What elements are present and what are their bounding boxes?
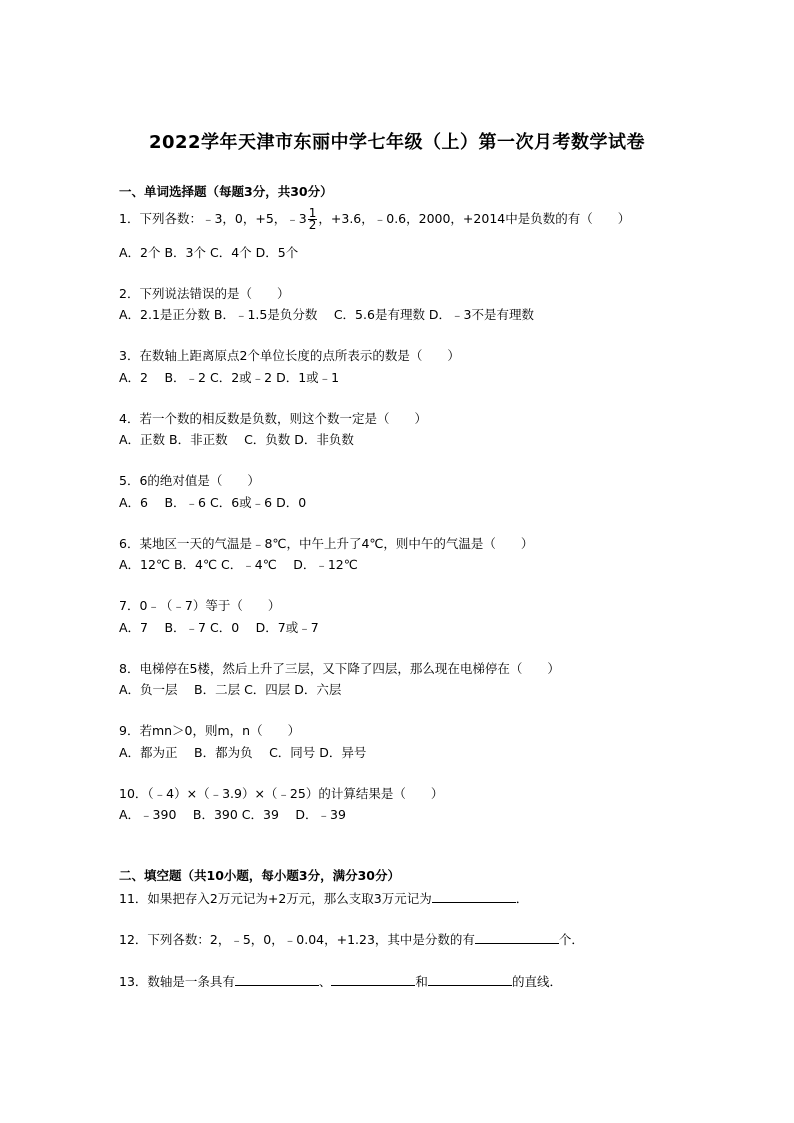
- question-13-text-before: 13．数轴是一条具有: [119, 974, 235, 989]
- question-3-options: A．2 B．﹣2 C．2或﹣2 D．1或﹣1: [119, 370, 340, 385]
- answer-blank[interactable]: [432, 890, 516, 903]
- question-10-options: A．﹣390 B．390 C．39 D．﹣39: [119, 807, 346, 822]
- question-9-stem: 9．若mn＞0，则m，n（ ）: [119, 723, 301, 738]
- section-heading-choice: 一、单词选择题（每题3分，共30分）: [119, 184, 333, 199]
- question-7-options: A．7 B．﹣7 C．0 D．7或﹣7: [119, 620, 319, 635]
- question-12-text-before: 12．下列各数：2，﹣5，0，﹣0.04，+1.23，其中是分数的有: [119, 932, 475, 947]
- answer-blank[interactable]: [428, 973, 512, 986]
- question-13: [119, 973, 562, 990]
- question-4-stem: 4．若一个数的相反数是负数，则这个数一定是（ ）: [119, 411, 427, 426]
- question-9-options: A．都为正 B．都为负 C．同号 D．异号: [119, 745, 367, 760]
- question-8-options: A．负一层 B．二层 C．四层 D．六层: [119, 682, 342, 697]
- section-heading-fill-in: 二、填空题（共10小题，每小题3分，满分30分）: [119, 868, 400, 883]
- question-5-options: A．6 B．﹣6 C．6或﹣6 D．0: [119, 495, 307, 510]
- question-4-options: A．正数 B．非正数 C．负数 D．非负数: [119, 432, 354, 447]
- question-6-options: A．12℃ B．4℃ C．﹣4℃ D．﹣12℃: [119, 557, 358, 572]
- answer-blank[interactable]: [331, 973, 415, 986]
- question-8-stem: 8．电梯停在5楼，然后上升了三层，又下降了四层，那么现在电梯停在（ ）: [119, 661, 560, 676]
- question-12: [119, 931, 584, 948]
- fraction-numerator: 1: [308, 206, 317, 220]
- answer-blank[interactable]: [235, 973, 319, 986]
- answer-blank[interactable]: [475, 931, 559, 944]
- question-13-separator-2: 和: [415, 974, 428, 989]
- question-2-stem: 2．下列说法错误的是（ ）: [119, 286, 290, 301]
- page-title: 2022学年天津市东丽中学七年级（上）第一次月考数学试卷: [148, 132, 646, 153]
- question-13-text-after: 的直线．: [511, 974, 562, 989]
- question-1-text-after: ，+3.6，﹣0.6，2000，+2014中是负数的有（ ）: [318, 211, 631, 226]
- fraction-denominator: 2: [308, 218, 317, 232]
- question-7-stem: 7．0﹣（﹣7）等于（ ）: [119, 598, 281, 613]
- question-10-stem: 10．（﹣4）×（﹣3.9）×（﹣25）的计算结果是（ ）: [119, 786, 444, 801]
- question-13-separator-1: 、: [318, 974, 332, 989]
- question-5-stem: 5．6的绝对值是（ ）: [119, 473, 260, 488]
- question-1-stem: [119, 208, 630, 231]
- question-1-options: A．2个 B．3个 C．4个 D．5个: [119, 245, 299, 260]
- question-11: [119, 890, 528, 907]
- question-6-stem: 6．某地区一天的气温是﹣8℃，中午上升了4℃，则中午的气温是（ ）: [119, 536, 534, 551]
- question-3-stem: 3．在数轴上距离原点2个单位长度的点所表示的数是（ ）: [119, 348, 460, 363]
- question-1-text-before: 1．下列各数：﹣3，0，+5，﹣3: [119, 211, 307, 226]
- question-11-text-after: ．: [515, 891, 529, 906]
- question-12-text-after: 个．: [558, 932, 584, 947]
- fraction-one-half: [308, 208, 318, 231]
- question-2-options: A．2.1是正分数 B．﹣1.5是负分数 C．5.6是有理数 D．﹣3不是有理数: [119, 307, 534, 322]
- question-11-text-before: 11．如果把存入2万元记为+2万元，那么支取3万元记为: [119, 891, 432, 906]
